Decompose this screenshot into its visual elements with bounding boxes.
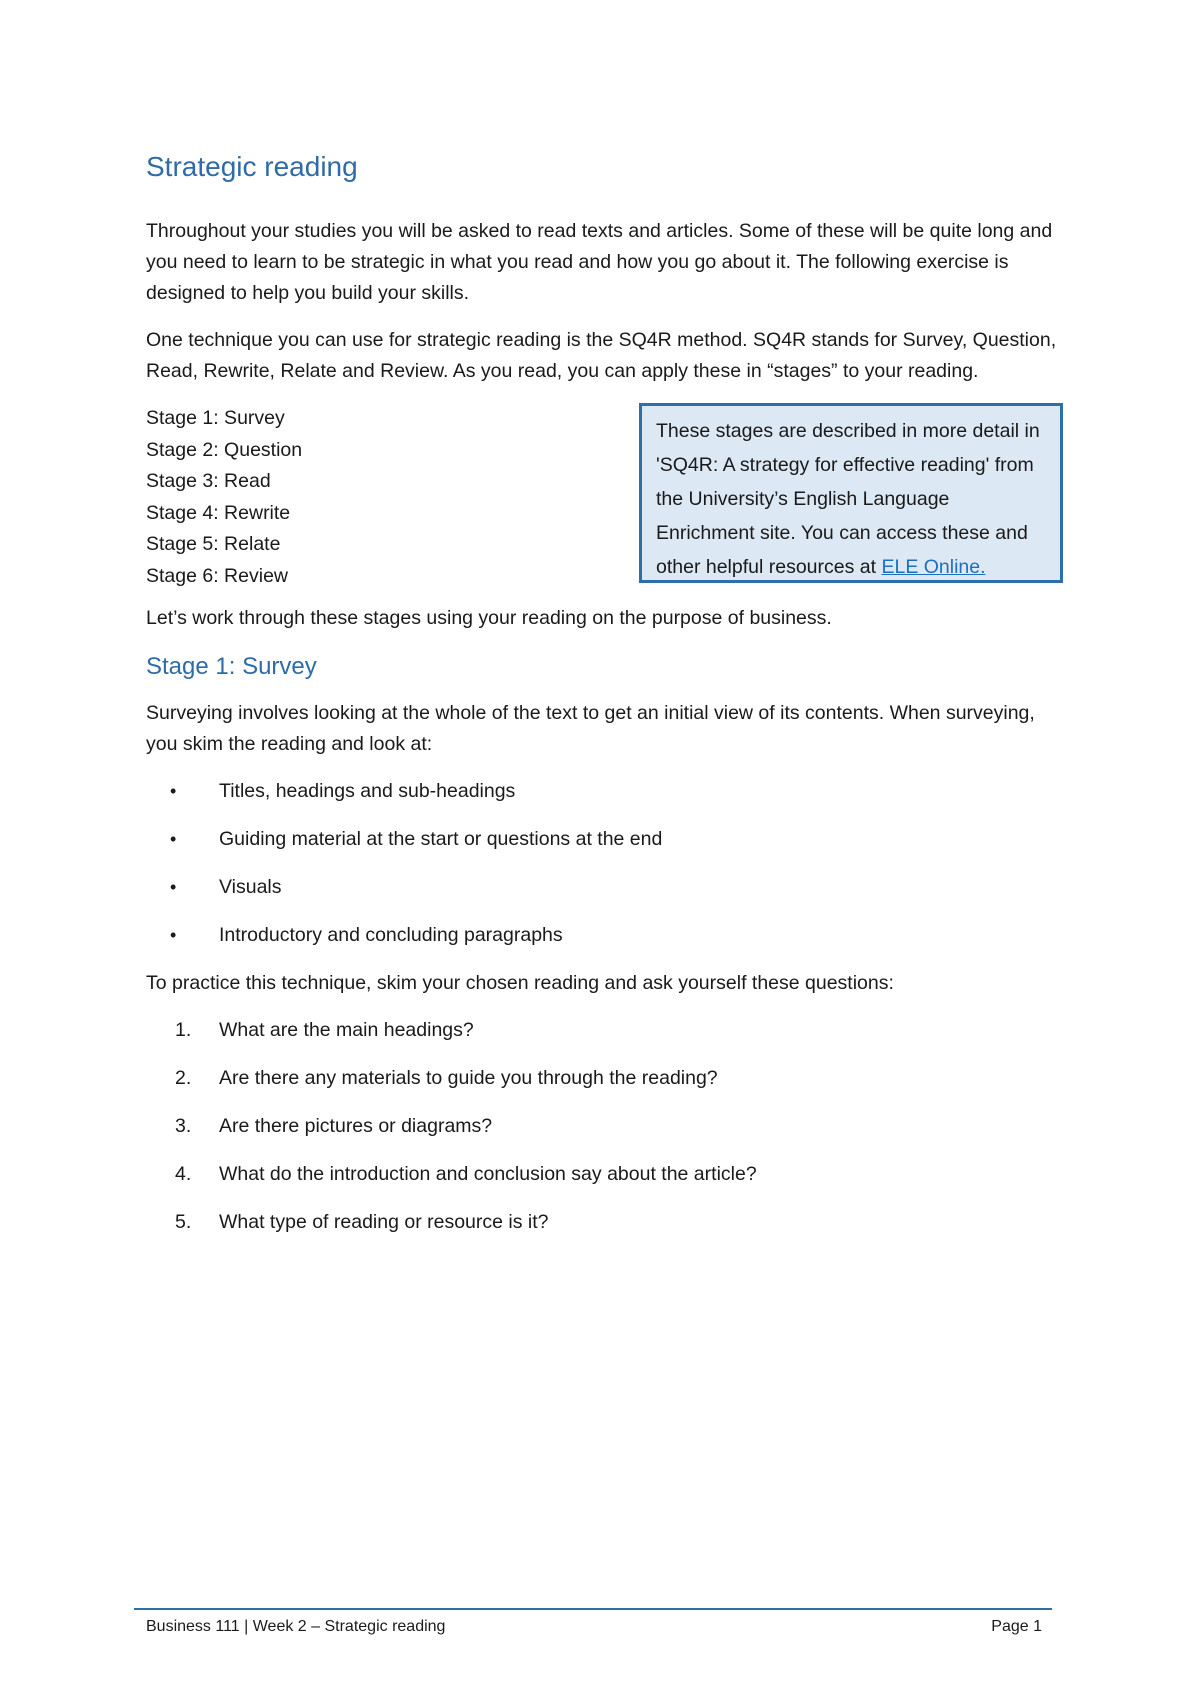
section-heading: Stage 1: Survey bbox=[146, 653, 317, 680]
list-item bbox=[146, 1063, 1058, 1094]
question-number: 4. bbox=[175, 1163, 192, 1185]
intro-paragraph-2: One technique you can use for strategic reading is the SQ4R method. SQ4R stands for Survey, Question, Read, Rewrite, Relate and Review. As you read, you can apply these in “stages” to your reading. bbox=[146, 329, 1057, 382]
stages-row bbox=[146, 403, 1058, 587]
list-item bbox=[146, 1015, 1058, 1046]
question-number: 2. bbox=[175, 1067, 192, 1089]
list-item-text: Guiding material at the start or questions at the end bbox=[219, 828, 663, 850]
page-content bbox=[146, 150, 1058, 1255]
question-text: What do the introduction and conclusion say about the article? bbox=[219, 1163, 757, 1185]
page-footer bbox=[134, 1608, 1052, 1638]
stage-item: Stage 5: Relate bbox=[146, 533, 281, 555]
page-title: Strategic reading bbox=[146, 151, 358, 182]
intro-paragraph-1: Throughout your studies you will be asked to read texts and articles. Some of these will be quite long and you need to learn to be strategic in what you read and how you go about it. The following exercise is designed to help you build your skills. bbox=[146, 220, 1053, 304]
transition-paragraph: Let’s work through these stages using your reading on the purpose of business. bbox=[146, 607, 832, 629]
bullet-marker: • bbox=[170, 829, 177, 849]
list-item-text: Introductory and concluding paragraphs bbox=[219, 924, 563, 946]
question-text: What type of reading or resource is it? bbox=[219, 1211, 549, 1233]
list-item bbox=[146, 920, 1058, 951]
stage-item: Stage 4: Rewrite bbox=[146, 501, 291, 524]
question-number: 1. bbox=[175, 1019, 192, 1041]
list-item bbox=[146, 824, 1058, 855]
question-list bbox=[146, 1015, 1058, 1238]
question-number: 3. bbox=[175, 1115, 192, 1137]
stage-item: Stage 6: Review bbox=[146, 564, 288, 587]
list-item bbox=[146, 872, 1058, 903]
list-item bbox=[146, 1159, 1058, 1190]
stage-item: Stage 1: Survey bbox=[146, 407, 285, 429]
footer-course-label: Business 111 | Week 2 – Strategic reading bbox=[146, 1618, 446, 1635]
list-item bbox=[146, 1207, 1058, 1238]
question-number: 5. bbox=[175, 1211, 192, 1233]
stage-item: Stage 3: Read bbox=[146, 470, 271, 492]
bullet-marker: • bbox=[170, 877, 177, 897]
note-box-text: These stages are described in more detail in 'SQ4R: A strategy for effective reading' from the University’s English Language Enrichment site. You can access these and other helpful resources at bbox=[656, 420, 1040, 578]
question-text: Are there pictures or diagrams? bbox=[219, 1115, 493, 1137]
question-text: Are there any materials to guide you through the reading? bbox=[219, 1067, 718, 1089]
section-intro: Surveying involves looking at the whole of the text to get an initial view of its contents. When surveying, you skim the reading and look at: bbox=[146, 702, 1035, 755]
list-item bbox=[146, 1111, 1058, 1142]
ele-online-link[interactable]: ELE Online. bbox=[881, 556, 986, 578]
list-item-text: Visuals bbox=[219, 876, 282, 898]
bullet-marker: • bbox=[170, 781, 177, 801]
bullet-list bbox=[146, 776, 1058, 951]
bullet-marker: • bbox=[170, 925, 177, 945]
list-item bbox=[146, 776, 1058, 807]
list-item-text: Titles, headings and sub-headings bbox=[219, 780, 516, 802]
info-note-box bbox=[639, 403, 1063, 583]
stage-item: Stage 2: Question bbox=[146, 438, 303, 461]
practice-intro: To practice this technique, skim your chosen reading and ask yourself these questions: bbox=[146, 972, 894, 994]
question-text: What are the main headings? bbox=[219, 1019, 474, 1041]
footer-page-number: Page 1 bbox=[991, 1618, 1042, 1635]
